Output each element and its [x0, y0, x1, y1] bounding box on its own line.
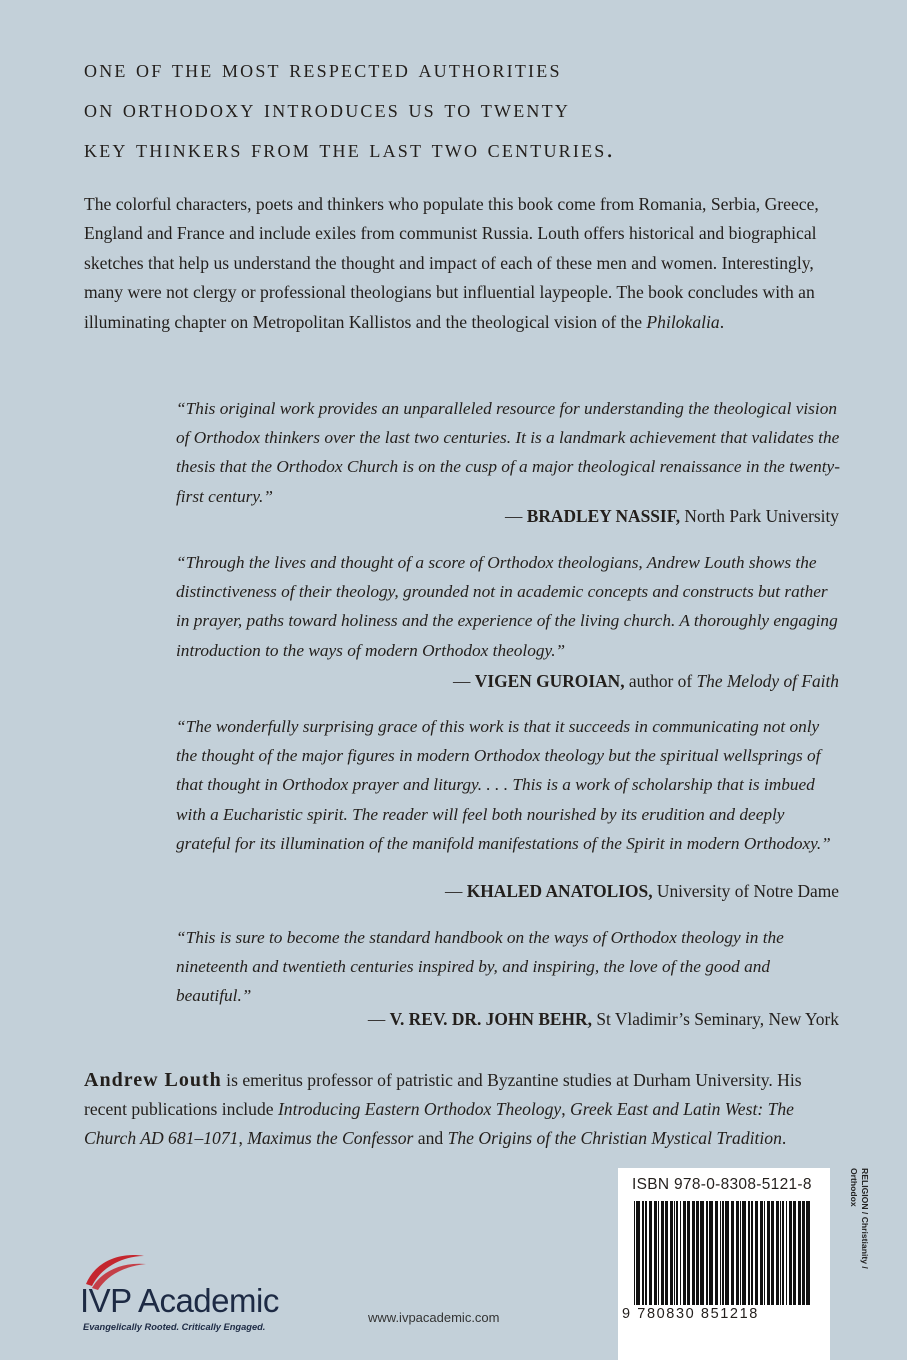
publisher-name: IVP Academic: [80, 1282, 279, 1319]
endorser-affiliation: St Vladimir’s Seminary, New York: [591, 1009, 839, 1029]
barcode-bar: [780, 1201, 781, 1305]
category-line-1: RELIGION / Christianity /: [860, 1168, 870, 1269]
endorsement-attribution-2: [453, 667, 839, 695]
bio-book-1: Introducing Eastern Orthodox Theology: [277, 1099, 562, 1120]
endorsement-quote-2: “Through the lives and thought of a score of Orthodox theologians, Andrew Louth shows the distinctiveness of their theology, grounded not in academic concepts and constructs but rather in prayer, paths toward holiness and the experience of the living church. A thoroughly engaging introduction to the ways of modern Orthodox theology.”: [176, 553, 838, 660]
endorsement-attribution-3: [445, 877, 839, 905]
barcode-bar: [786, 1201, 787, 1305]
barcode-bar: [687, 1201, 690, 1305]
bio-sep-3: and: [413, 1128, 448, 1149]
barcode-bar: [760, 1201, 763, 1305]
barcode-bar: [680, 1201, 681, 1305]
endorser-name: KHALED ANATOLIOS,: [466, 881, 653, 901]
barcode-bar: [798, 1201, 801, 1305]
intro-text: The colorful characters, poets and thinkers who populate this book come from Romania, Serbia, Greece, England and France and include exiles from communist Russia. Louth offers historical and biographical sketches that help us understand the thought and impact of each of these men and women. Interestingly, many were not clergy or professional theologians but influential laypeople. The book concludes with an illuminating chapter on Metropolitan Kallistos and the theological vision of the: [84, 194, 819, 332]
barcode-bar: [709, 1201, 713, 1305]
barcode-bars: [632, 1201, 816, 1309]
endorser-book: The Melody of Faith: [696, 671, 839, 691]
barcode-bar: [636, 1201, 640, 1305]
barcode-bar: [674, 1201, 675, 1305]
barcode-bar: [806, 1201, 810, 1305]
barcode-bar: [720, 1201, 721, 1305]
barcode-bar: [776, 1201, 779, 1305]
endorser-name: BRADLEY NASSIF,: [526, 506, 681, 526]
headline: [84, 50, 864, 170]
barcode-bar: [751, 1201, 753, 1305]
barcode-bar: [789, 1201, 792, 1305]
headline-line-3: key thinkers from the last two centuries.: [84, 136, 615, 163]
barcode-bar: [748, 1201, 750, 1305]
barcode-bar: [742, 1201, 746, 1305]
attribution-dash: —: [504, 506, 527, 526]
barcode-bar: [767, 1201, 770, 1305]
bio-end: .: [781, 1128, 787, 1149]
barcode-bar: [700, 1201, 704, 1305]
category-label: [840, 1168, 870, 1269]
author-name: Andrew Louth: [84, 1069, 222, 1091]
barcode-bar: [645, 1201, 647, 1305]
endorser-affiliation: author of: [624, 671, 697, 691]
isbn-barcode: [618, 1168, 830, 1360]
endorser-name: VIGEN GUROIAN,: [474, 671, 625, 691]
barcode-bar: [715, 1201, 718, 1305]
bio-book-4: The Origins of the Christian Mystical Tradition: [447, 1128, 782, 1149]
barcode-bar: [649, 1201, 652, 1305]
bio-text: is emeritus professor of patristic and Byzantine studies at Durham University. His recent publications include: [84, 1070, 802, 1120]
bio-sep-1: ,: [561, 1099, 571, 1120]
barcode-bar: [802, 1201, 805, 1305]
publisher-logo: [80, 1252, 300, 1332]
endorser-affiliation: University of Notre Dame: [652, 881, 839, 901]
endorser-affiliation: North Park University: [680, 506, 839, 526]
isbn-number: ISBN 978-0-8308-5121-8: [632, 1176, 812, 1193]
barcode-bar: [755, 1201, 758, 1305]
intro-book-title: Philokalia: [646, 311, 720, 332]
intro-end: .: [719, 311, 725, 332]
endorser-name: V. REV. DR. JOHN BEHR,: [389, 1009, 592, 1029]
barcode-bar: [725, 1201, 729, 1305]
bio-book-3: Maximus the Confessor: [247, 1128, 414, 1149]
barcode-bar: [706, 1201, 708, 1305]
barcode-bar: [696, 1201, 699, 1305]
attribution-dash: —: [453, 671, 475, 691]
publisher-website: www.ivpacademic.com: [368, 1310, 500, 1325]
attribution-dash: —: [444, 881, 467, 901]
barcode-bar: [683, 1201, 686, 1305]
bio-sep-2: ,: [238, 1128, 248, 1149]
category-line-2: Orthodox: [849, 1168, 859, 1207]
barcode-bar: [793, 1201, 796, 1305]
barcode-bar: [670, 1201, 673, 1305]
barcode-bar: [634, 1201, 635, 1305]
barcode-bar: [692, 1201, 695, 1305]
barcode-bar: [642, 1201, 644, 1305]
endorsement-quote-4: “This is sure to become the standard handbook on the ways of Orthodox theology in the nineteenth and twentieth centuries inspired by, and inspiring, the love of the good and beautiful.”: [176, 928, 784, 1006]
headline-line-2: on orthodoxy introduces us to twenty: [84, 96, 571, 123]
barcode-digits: 9 780830 851218: [622, 1306, 759, 1322]
endorsement-quote-1: “This original work provides an unparalleled resource for understanding the theological vision of Orthodox thinkers over the last two centuries. It is a landmark achievement that validates the thesis that the Orthodox Church is on the cusp of a major theological renaissance in the twenty-first century.”: [176, 399, 840, 506]
endorsement-quote-3: “The wonderfully surprising grace of this work is that it succeeds in communicating not only the thought of the major figures in modern Orthodox theology but the spiritual wellsprings of that thought in Orthodox prayer and liturgy. . . . This is a work of scholarship that is imbued with a Eucharistic spirit. The reader will feel both nourished by its erudition and deeply grateful for its illumination of the manifold manifestations of the Spirit in modern Orthodoxy.”: [176, 717, 831, 853]
barcode-bar: [771, 1201, 774, 1305]
barcode-bar: [731, 1201, 734, 1305]
endorsement-attribution-4: [368, 1005, 839, 1033]
author-bio: [84, 1066, 824, 1154]
barcode-bar: [782, 1201, 784, 1305]
bio-book-2: Greek East and Latin West: The Church AD 681–1071: [84, 1099, 794, 1149]
barcode-bar: [722, 1201, 724, 1305]
intro-paragraph: [84, 190, 854, 337]
barcode-bar: [661, 1201, 664, 1305]
attribution-dash: —: [367, 1009, 390, 1029]
barcode-bar: [740, 1201, 741, 1305]
barcode-bar: [654, 1201, 657, 1305]
publisher-tagline: Evangelically Rooted. Critically Engaged.: [83, 1322, 266, 1332]
barcode-bar: [764, 1201, 765, 1305]
headline-line-1: one of the most respected authorities: [84, 56, 562, 83]
endorsement-attribution-1: [505, 502, 839, 530]
barcode-bar: [676, 1201, 678, 1305]
barcode-bar: [665, 1201, 668, 1305]
barcode-bar: [736, 1201, 739, 1305]
barcode-bar: [658, 1201, 659, 1305]
